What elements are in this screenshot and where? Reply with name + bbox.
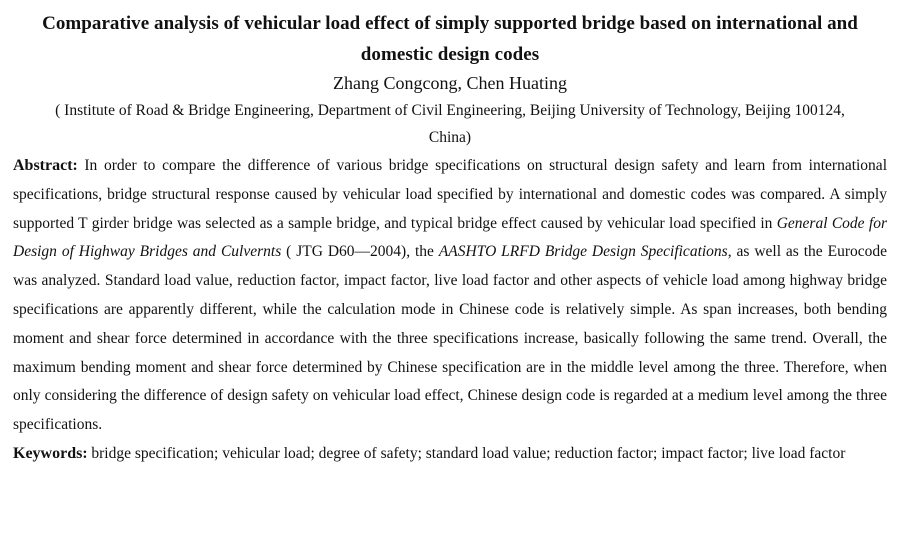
authors: Zhang Congcong, Chen Huating (333, 73, 567, 93)
keywords (13, 440, 887, 469)
aashto-code-title: AASHTO LRFD Bridge Design Specifications (438, 243, 728, 261)
affiliation: ( Institute of Road & Bridge Engineering, Department of Civil Engineering, Beijing University of Technology, Beijing 100124, China) (55, 102, 845, 146)
paper-title: Comparative analysis of vehicular load effect of simply supported bridge based on international and domestic design codes (42, 13, 858, 65)
keywords-text: bridge specification; vehicular load; degree of safety; standard load value; reduction factor; impact factor; live load factor (87, 444, 846, 462)
abstract-text-part-1: In order to compare the difference of various bridge specifications on structural design safety and learn from international specifications, bridge structural response caused by vehicular load specified by international and domestic codes was compared. A simply supported T girder bridge was selected as a sample bridge, and typical bridge effect caused by vehicular load specified in (13, 157, 887, 232)
keywords-label: Keywords (13, 444, 83, 462)
abstract-label: Abstract (13, 157, 73, 174)
abstract (13, 152, 887, 440)
abstract-text-part-3: , as well as the Eurocode was analyzed. Standard load value, reduction factor, impact factor, live load factor and other aspects of vehicle load among highway bridge specifications are apparently different, while the calculation mode in Chinese code is relatively simple. As span increases, both bending moment and shear force determined in accordance with the three specifications increase, basically following the same trend. Overall, the maximum bending moment and shear force determined by Chinese specification are in the middle level among the three. Therefore, when only considering the difference of design safety on vehicular load effect, Chinese design code is regarded at a medium level among the three specifications. (13, 243, 887, 434)
abstract-colon: : (72, 157, 78, 174)
abstract-text-part-2: ( JTG D60—2004), the (281, 243, 439, 261)
keywords-colon: : (82, 444, 88, 462)
chinese-code-title: General Code for Design of Highway Bridges and Culvernts (13, 214, 887, 261)
